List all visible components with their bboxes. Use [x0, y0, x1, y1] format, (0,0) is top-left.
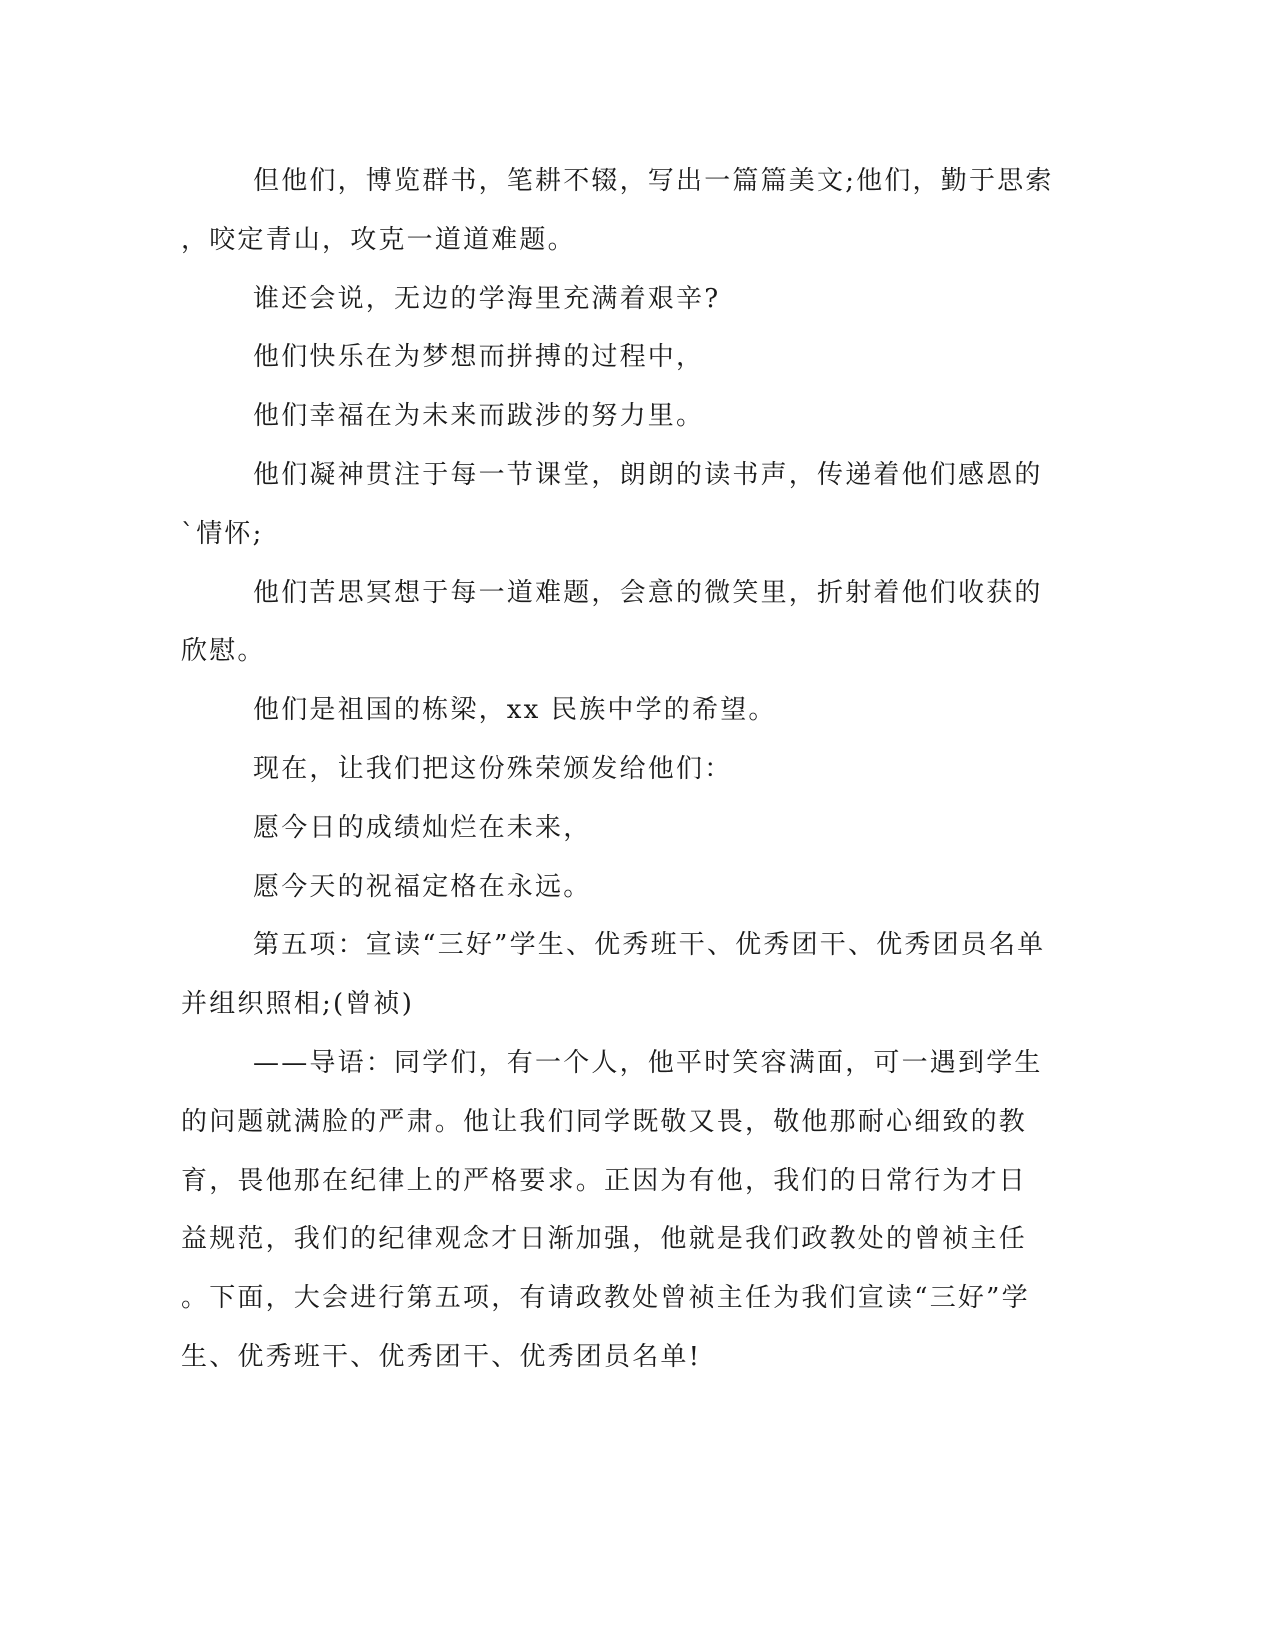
text-line: `情怀; — [181, 518, 264, 549]
text-line: 他们凝神贯注于每一节课堂，朗朗的读书声，传递着他们感恩的 — [253, 459, 1043, 490]
text-line: 益规范，我们的纪律观念才日渐加强，他就是我们政教处的曾祯主任 — [181, 1224, 1028, 1255]
text-line: 愿今天的祝福定格在永远。 — [253, 871, 592, 902]
text-line: 。下面，大会进行第五项，有请政教处曾祯主任为我们宣读“三好”学 — [181, 1283, 1030, 1314]
text-line: 现在，让我们把这份殊荣颁发给他们： — [253, 753, 733, 784]
text-line: 他们幸福在为未来而跋涉的努力里。 — [253, 401, 705, 432]
text-line: ，咬定青山，攻克一道道难题。 — [181, 224, 576, 255]
text-line: 欣慰。 — [181, 636, 266, 667]
text-line: 但他们，博览群书，笔耕不辍，写出一篇篇美文;他们，勤于思索 — [253, 166, 1054, 196]
text-line: 生、优秀班干、优秀团干、优秀团员名单! — [181, 1341, 702, 1372]
text-line: 谁还会说，无边的学海里充满着艰辛? — [253, 283, 721, 314]
text-line: 的问题就满脸的严肃。他让我们同学既敬又畏，敬他那耐心细致的教 — [181, 1106, 1028, 1137]
text-line: 他们快乐在为梦想而拼搏的过程中， — [253, 342, 705, 373]
text-line: 并组织照相;(曾祯) — [181, 989, 415, 1020]
text-line: 育，畏他那在纪律上的严格要求。正因为有他，我们的日常行为才日 — [181, 1165, 1028, 1196]
text-line: 他们苦思冥想于每一道难题，会意的微笑里，折射着他们收获的 — [253, 577, 1043, 608]
text-line: 他们是祖国的栋梁，xx 民族中学的希望。 — [253, 695, 777, 726]
document-body — [181, 152, 1054, 1387]
text-line: 第五项：宣读“三好”学生、优秀班干、优秀团干、优秀团员名单 — [253, 930, 1046, 961]
text-line: ——导语：同学们，有一个人，他平时笑容满面，可一遇到学生 — [253, 1047, 1043, 1078]
text-line: 愿今日的成绩灿烂在未来， — [253, 812, 592, 843]
